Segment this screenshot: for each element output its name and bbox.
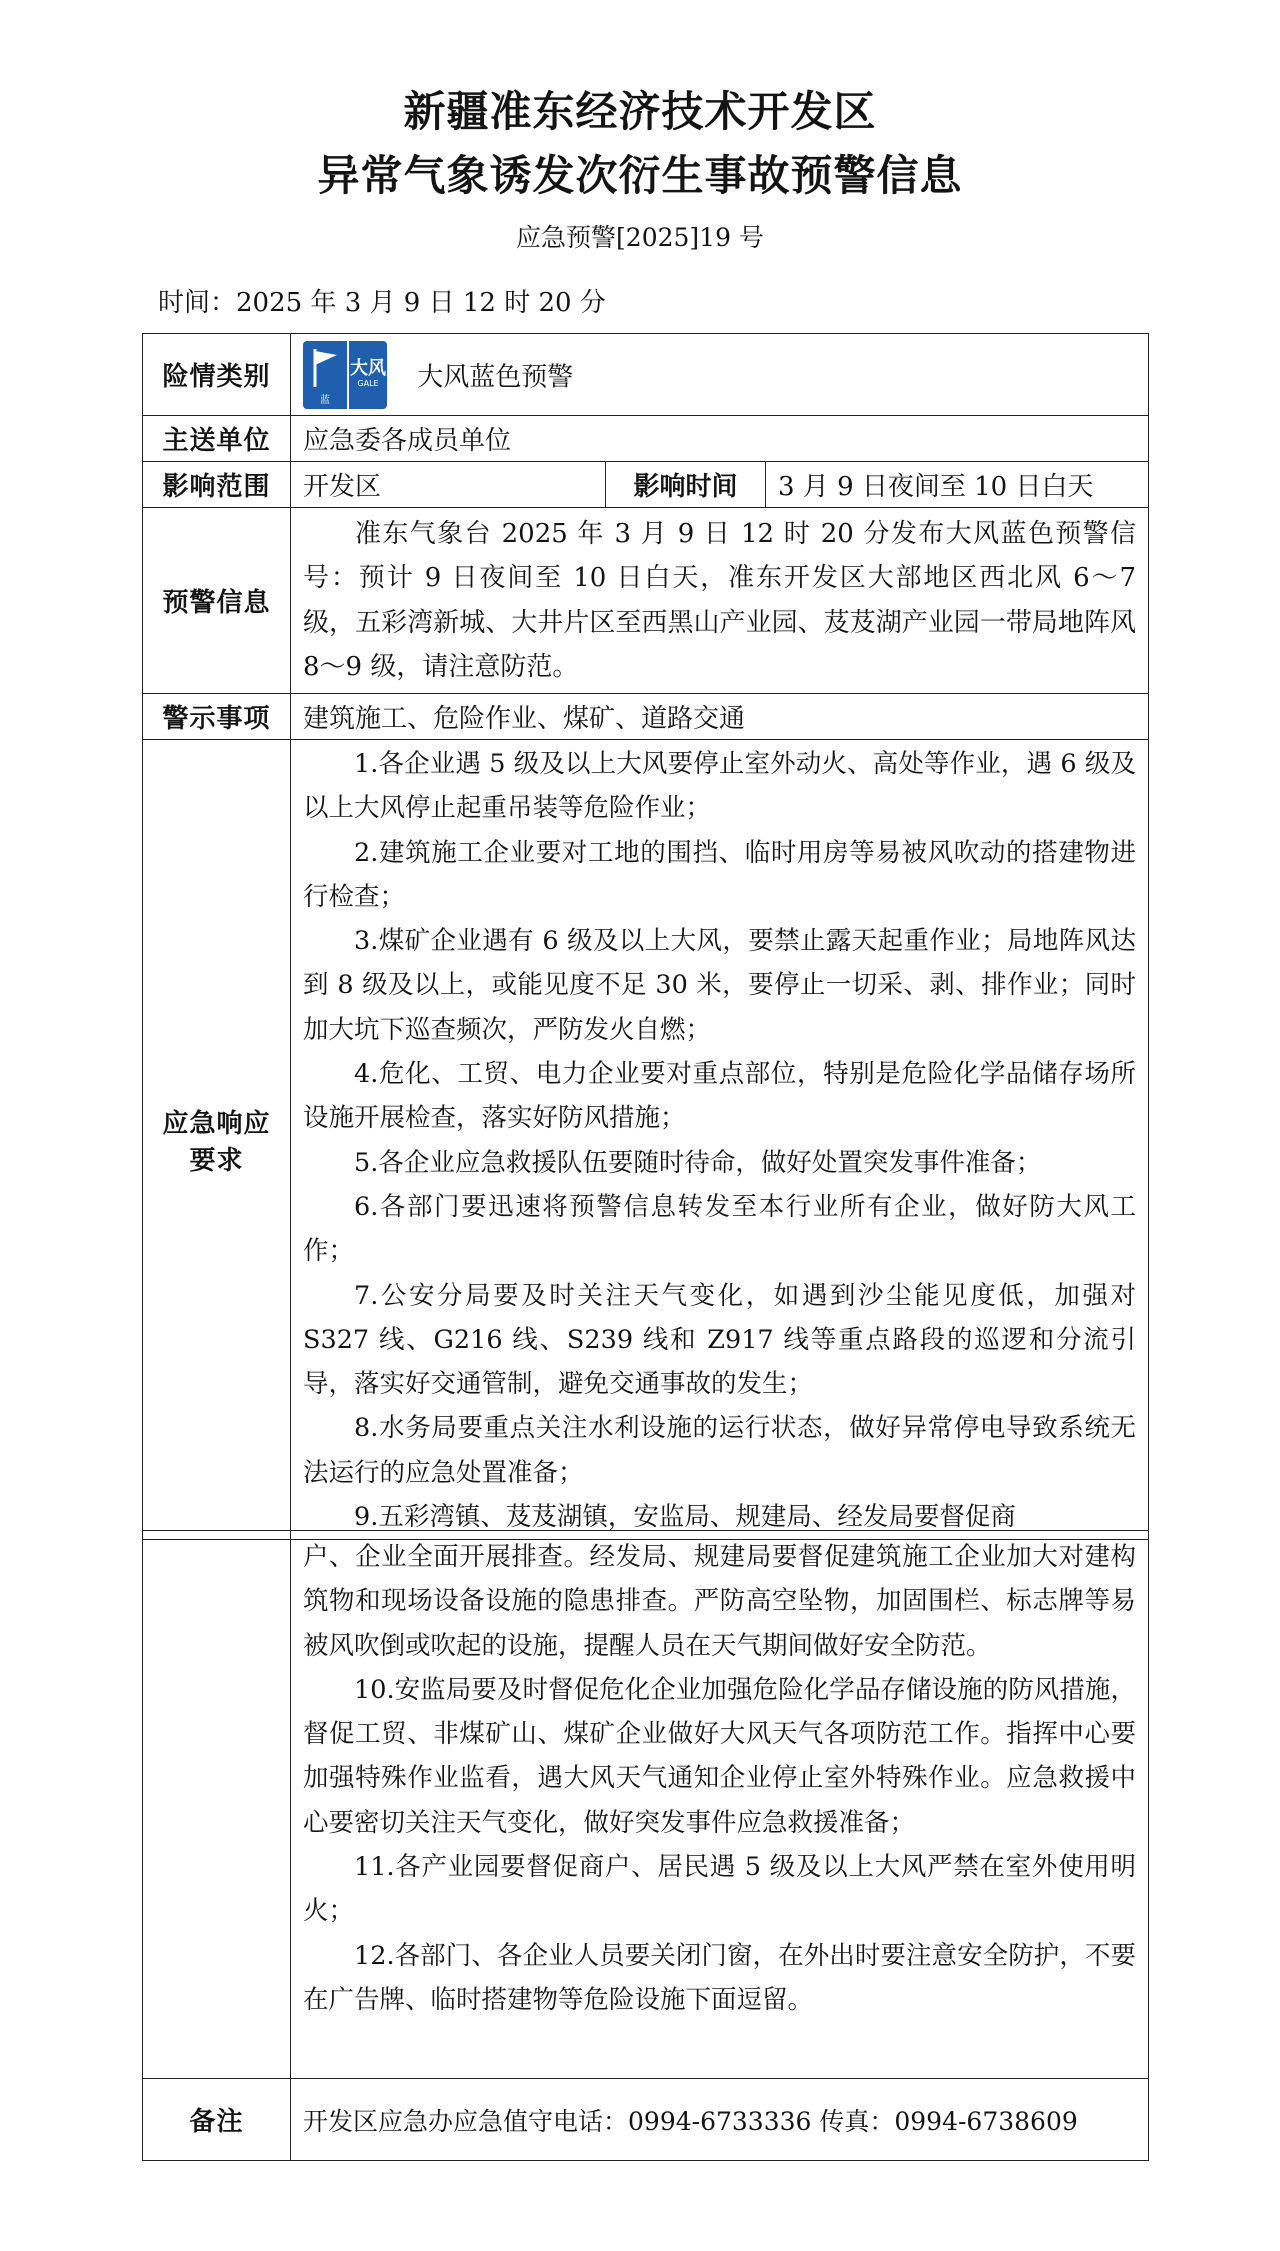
recipients-label: 主送单位 xyxy=(143,416,291,462)
category-value: 大风蓝色预警 xyxy=(417,362,574,392)
warning-info-label: 预警信息 xyxy=(143,508,291,694)
title-line-2: 异常气象诱发次衍生事故预警信息 xyxy=(317,151,963,200)
notice-label: 警示事项 xyxy=(143,694,291,740)
row-notice xyxy=(143,694,1149,740)
warning-info-text: 准东气象台 2025 年 3 月 9 日 12 时 20 分发布大风蓝色预警信号：预计 9 日夜间至 10 日白天，准东开发区大部地区西北风 6～7 级，五彩湾新城、大井片区至西黑山产业园、芨芨湖产业园一带局地阵风 8～9 级，请注意防范。 xyxy=(303,518,1137,682)
recipients-value: 应急委各成员单位 xyxy=(291,416,1149,462)
response-item: 3.煤矿企业遇有 6 级及以上大风，要禁止露天起重作业；局地阵风达到 8 级及以上，或能见度不足 30 米，要停止一切采、剥、排作业；同时加大坑下巡查频次，严防发火自燃； xyxy=(303,926,1137,1045)
row-response-continued xyxy=(143,1531,1149,2079)
response-cell xyxy=(291,740,1149,1540)
impact-time-label: 影响时间 xyxy=(606,462,766,508)
row-warning-info xyxy=(143,508,1149,694)
gale-warning-blue-icon: 蓝 大风 GALE xyxy=(303,341,387,409)
response-item: 4.危化、工贸、电力企业要对重点部位，特别是危险化学品储存场所设施开展检查，落实好防风措施； xyxy=(303,1059,1137,1134)
response-item: 12.各部门、各企业人员要关闭门窗，在外出时要注意安全防护，不要在广告牌、临时搭建物等危险设施下面逗留。 xyxy=(303,1940,1136,2015)
issue-time: 时间：2025 年 3 月 9 日 12 时 20 分 xyxy=(158,288,606,318)
scope-label: 影响范围 xyxy=(143,462,291,508)
response-item: 2.建筑施工企业要对工地的围挡、临时用房等易被风吹动的搭建物进行检查； xyxy=(303,837,1137,912)
impact-time-value: 3 月 9 日夜间至 10 日白天 xyxy=(766,462,1149,508)
warning-table-page-1 xyxy=(142,333,1149,1540)
category-label: 险情类别 xyxy=(143,334,291,416)
row-category xyxy=(143,334,1149,416)
remarks-label: 备注 xyxy=(143,2079,291,2161)
response-item: 1.各企业遇 5 级及以上大风要停止室外动火、高处等作业，遇 6 级及以上大风停止起重吊装等危险作业； xyxy=(303,749,1137,824)
row-remarks xyxy=(143,2079,1149,2161)
response-continued-label xyxy=(143,1531,291,2079)
title-line-1: 新疆准东经济技术开发区 xyxy=(403,87,877,136)
warning-info-cell xyxy=(291,508,1149,694)
response-item: 5.各企业应急救援队伍要随时待命，做好处置突发事件准备； xyxy=(354,1147,1042,1178)
response-label: 应急响应 要求 xyxy=(143,740,291,1540)
remarks-value: 开发区应急办应急值守电话：0994-6733336 传真：0994-6738609 xyxy=(291,2079,1149,2161)
category-cell xyxy=(291,334,1149,416)
warning-table-page-2 xyxy=(142,1530,1149,2161)
row-response xyxy=(143,740,1149,1540)
response-item: 9.五彩湾镇、芨芨湖镇，安监局、规建局、经发局要督促商 xyxy=(354,1502,1016,1533)
response-item: 8.水务局要重点关注水利设施的运行状态，做好异常停电导致系统无法运行的应急处置准备； xyxy=(303,1413,1137,1488)
notice-value: 建筑施工、危险作业、煤矿、道路交通 xyxy=(291,694,1149,740)
response-item: 10.安监局要及时督促危化企业加强危险化学品存储设施的防风措施，督促工贸、非煤矿山、煤矿企业做好大风天气各项防范工作。指挥中心要加强特殊作业监看，遇大风天气通知企业停止室外特殊作业。应急救援中心要密切关注天气变化，做好突发事件应急救援准备； xyxy=(303,1674,1136,1838)
response-item: 11.各产业园要督促商户、居民遇 5 级及以上大风严禁在室外使用明火； xyxy=(303,1852,1136,1927)
row-recipients xyxy=(143,416,1149,462)
document-number: 应急预警[2025]19 号 xyxy=(516,223,764,252)
row-scope xyxy=(143,462,1149,508)
response-item: 6.各部门要迅速将预警信息转发至本行业所有企业，做好防大风工作； xyxy=(303,1191,1137,1267)
response-continued-text: 户、企业全面开展排查。经发局、规建局要督促建筑施工企业加大对建构筑物和现场设备设施的隐患排查。严防高空坠物，加固围栏、标志牌等易被风吹倒或吹起的设施，提醒人员在天气期间做好安全防范。 xyxy=(303,1542,1136,1661)
scope-value: 开发区 xyxy=(291,462,606,508)
response-item: 7.公安分局要及时关注天气变化，如遇到沙尘能见度低，加强对 S327 线、G216 线、S239 线和 Z917 线等重点路段的巡逻和分流引导，落实好交通管制，避免交通事故的发生； xyxy=(303,1280,1137,1400)
response-continued-cell xyxy=(291,1531,1149,2079)
